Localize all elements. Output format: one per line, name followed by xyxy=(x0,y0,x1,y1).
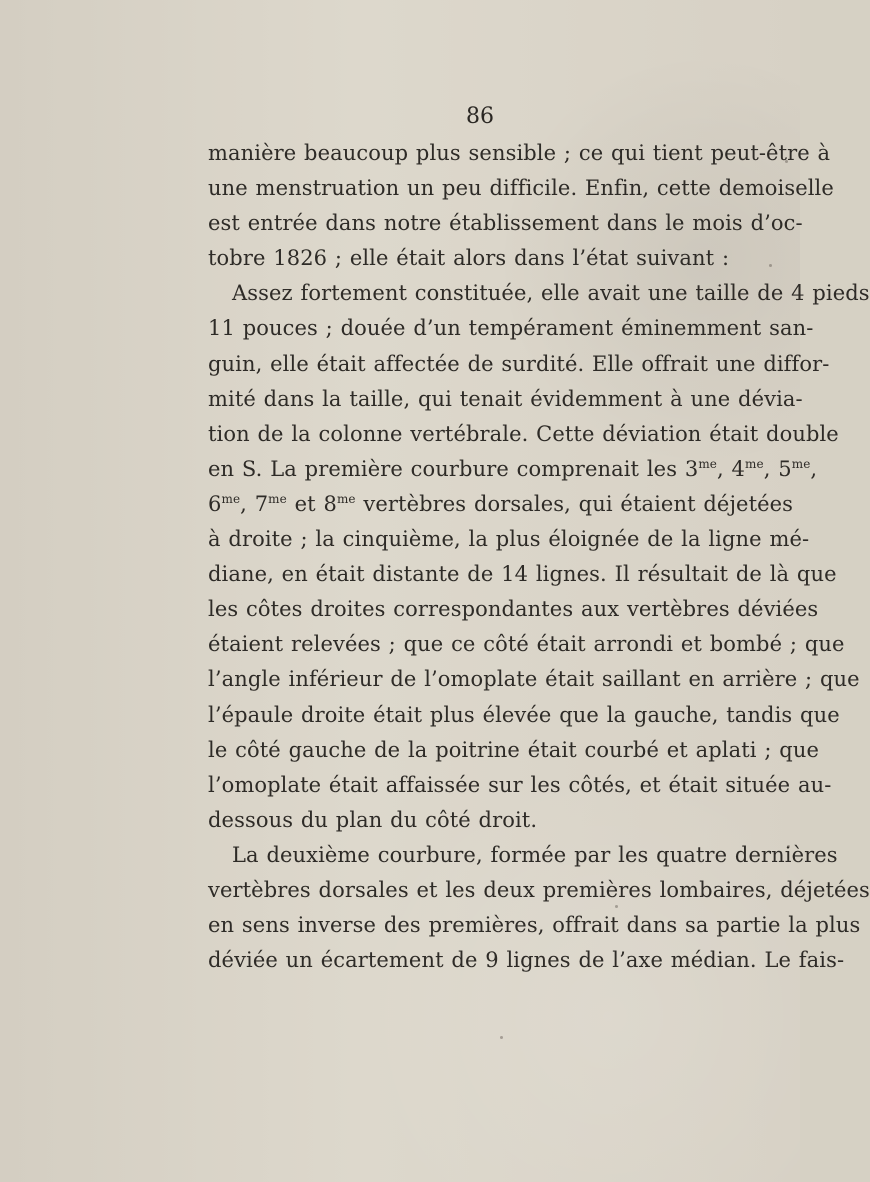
superscript-me: me xyxy=(268,491,287,506)
text-line-11-before: 6 xyxy=(208,491,222,516)
text-line-10 xyxy=(208,452,818,487)
text-line-7: guin, elle était affectée de surdité. Elle offrait une diffor- xyxy=(208,351,830,376)
text-line-1: manière beaucoup plus sensible ; ce qui tient peut-être à xyxy=(208,141,831,165)
text-line-17: l’épaule droite était plus élevée que la gauche, tandis que xyxy=(208,702,840,727)
text-line-13: diane, en était distante de 14 lignes. Il résultait de là que xyxy=(208,562,837,587)
text-line-12: à droite ; la cinquième, la plus éloignée de la ligne mé- xyxy=(208,527,810,552)
text-line-16: l’angle inférieur de l’omoplate était saillant en arrière ; que xyxy=(208,667,860,692)
text-line-23: en sens inverse des premières, offrait dans sa partie la plus xyxy=(208,913,861,938)
text-line-4: tobre 1826 ; elle était alors dans l’état suivant : xyxy=(208,246,730,271)
text-line-24: déviée un écartement de 9 lignes de l’axe médian. Le fais- xyxy=(208,948,845,973)
paper-speck xyxy=(787,845,790,848)
text-line-14: les côtes droites correspondantes aux vertèbres déviées xyxy=(208,597,819,622)
text-line-3: est entrée dans notre établissement dans le mois d’oc- xyxy=(208,211,803,236)
superscript-me: me xyxy=(698,456,717,471)
text-line-21: La deuxième courbure, formée par les quatre dernières xyxy=(232,842,838,867)
paper-speck xyxy=(769,264,772,267)
body-text xyxy=(208,136,870,978)
paper-speck xyxy=(615,905,618,908)
text-line-6: 11 pouces ; douée d’un tempérament éminemment san- xyxy=(208,316,814,341)
text-line-11-mid-1: , 7 xyxy=(240,491,269,516)
text-line-11-after: vertèbres dorsales, qui étaient déjetées xyxy=(355,491,794,516)
superscript-me: me xyxy=(336,491,356,506)
text-line-5: Assez fortement constituée, elle avait une taille de 4 pieds xyxy=(232,281,870,306)
text-line-10-after: , xyxy=(810,456,818,481)
text-line-9: tion de la colonne vertébrale. Cette déviation était double xyxy=(208,421,839,446)
superscript-me: me xyxy=(791,456,811,471)
text-line-10-before: en S. La première courbure comprenait les 3 xyxy=(208,456,699,481)
paper-speck xyxy=(500,1036,503,1039)
superscript-me: me xyxy=(221,491,241,506)
text-line-18: le côté gauche de la poitrine était courbé et aplati ; que xyxy=(208,737,819,762)
page-number: 86 xyxy=(466,104,494,129)
paper-speck xyxy=(776,543,779,546)
paper-speck xyxy=(785,160,788,163)
text-line-20: dessous du plan du côté droit. xyxy=(208,807,538,832)
text-line-11 xyxy=(208,487,794,522)
text-line-10-mid-2: , 5 xyxy=(763,456,792,481)
text-line-22: vertèbres dorsales et les deux premières lombaires, déjetées xyxy=(208,877,870,902)
text-line-19: l’omoplate était affaissée sur les côtés, et était située au- xyxy=(208,772,832,797)
text-line-10-mid-1: , 4 xyxy=(717,456,746,481)
text-line-15: étaient relevées ; que ce côté était arrondi et bombé ; que xyxy=(208,632,845,657)
text-line-11-mid-2: et 8 xyxy=(286,491,337,516)
text-line-8: mité dans la taille, qui tenait évidemment à une dévia- xyxy=(208,386,803,411)
text-line-2: une menstruation un peu difficile. Enfin, cette demoiselle xyxy=(208,176,834,201)
superscript-me: me xyxy=(745,456,764,471)
